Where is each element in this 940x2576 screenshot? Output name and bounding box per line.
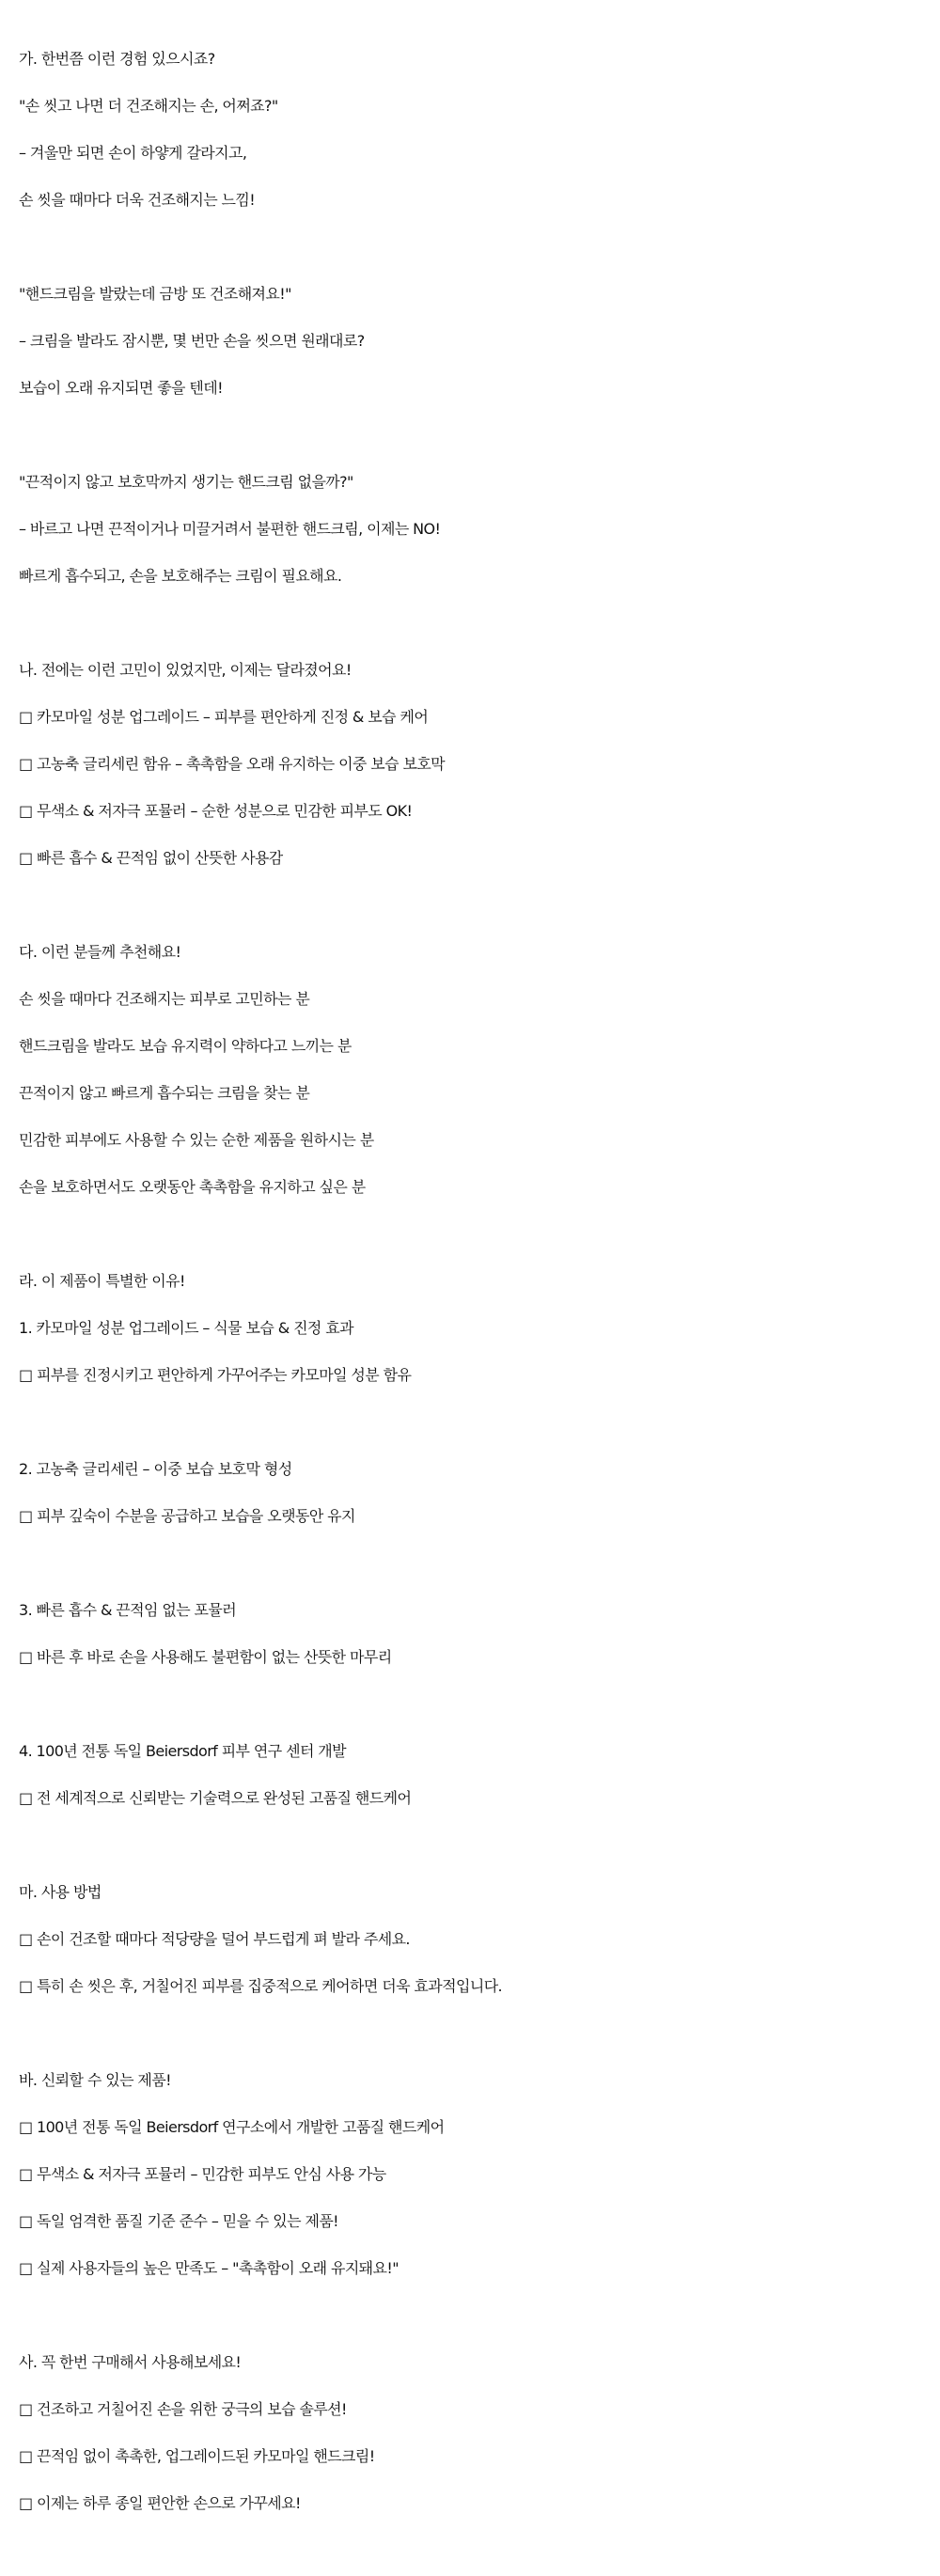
text-line: □ 피부 깊숙이 수분을 공급하고 보습을 오랫동안 유지: [19, 1507, 355, 1525]
section-ga: [19, 36, 940, 647]
text-line: □ 고농축 글리세린 함유 – 촉촉함을 오래 유지하는 이중 보습 보호막: [19, 755, 446, 773]
section-da: [19, 929, 940, 1258]
section-heading: 가. 한번쯤 이런 경험 있으시죠?: [19, 50, 215, 68]
section-heading: 나. 전에는 이런 고민이 있었지만, 이제는 달라졌어요!: [19, 661, 352, 679]
text-line: □ 무색소 & 저자극 포뮬러 – 민감한 피부도 안심 사용 가능: [19, 2165, 386, 2183]
blank-line: [19, 412, 940, 459]
text-line: □ 카모마일 성분 업그레이드 – 피부를 편안하게 진정 & 보습 케어: [19, 708, 429, 726]
section-ba: [19, 2057, 940, 2339]
text-line: □ 피부를 진정시키고 편안하게 가꾸어주는 카모마일 성분 함유: [19, 1366, 412, 1384]
text-line: 1. 카모마일 성분 업그레이드 – 식물 보습 & 진정 효과: [19, 1319, 353, 1337]
text-line: 손을 보호하면서도 오랫동안 촉촉함을 유지하고 싶은 분: [19, 1178, 366, 1196]
text-line: □ 특히 손 씻은 후, 거칠어진 피부를 집중적으로 케어하면 더욱 효과적입니다.: [19, 1977, 503, 1995]
text-line: 빠르게 흡수되고, 손을 보호해주는 크림이 필요해요.: [19, 567, 342, 585]
section-heading: 사. 꼭 한번 구매해서 사용해보세요!: [19, 2353, 242, 2371]
blank-line: [19, 1540, 940, 1587]
text-line: 손 씻을 때마다 더욱 건조해지는 느낌!: [19, 191, 256, 209]
text-line: 핸드크림을 발라도 보습 유지력이 약하다고 느끼는 분: [19, 1037, 352, 1055]
section-heading: 라. 이 제품이 특별한 이유!: [19, 1272, 185, 1290]
blank-line: [19, 224, 940, 271]
text-line: – 바르고 나면 끈적이거나 미끌거려서 불편한 핸드크림, 이제는 NO!: [19, 520, 441, 538]
text-line: □ 100년 전통 독일 Beiersdorf 연구소에서 개발한 고품질 핸드케어: [19, 2118, 445, 2136]
section-heading: 다. 이런 분들께 추천해요!: [19, 943, 181, 961]
section-gap: [19, 2292, 940, 2339]
section-ra: [19, 1258, 940, 1869]
section-heading: 바. 신뢰할 수 있는 제품!: [19, 2071, 171, 2089]
blank-line: [19, 1399, 940, 1446]
section-gap: [19, 600, 940, 647]
section-gap: [19, 1822, 940, 1869]
text-line: □ 무색소 & 저자극 포뮬러 – 순한 성분으로 민감한 피부도 OK!: [19, 802, 413, 820]
section-na: [19, 647, 940, 929]
section-heading: 마. 사용 방법: [19, 1883, 102, 1901]
text-line: 3. 빠른 흡수 & 끈적임 없는 포뮬러: [19, 1601, 237, 1619]
section-gap: [19, 1211, 940, 1258]
text-line: – 겨울만 되면 손이 하얗게 갈라지고,: [19, 144, 247, 162]
text-line: 손 씻을 때마다 건조해지는 피부로 고민하는 분: [19, 990, 310, 1008]
text-line: □ 이제는 하루 종일 편안한 손으로 가꾸세요!: [19, 2494, 301, 2512]
text-line: □ 전 세계적으로 신뢰받는 기술력으로 완성된 고품질 핸드케어: [19, 1789, 412, 1807]
text-line: □ 바른 후 바로 손을 사용해도 불편함이 없는 산뜻한 마무리: [19, 1648, 392, 1666]
text-line: □ 손이 건조할 때마다 적당량을 덜어 부드럽게 펴 발라 주세요.: [19, 1930, 410, 1948]
text-line: 끈적이지 않고 빠르게 흡수되는 크림을 찾는 분: [19, 1084, 310, 1102]
text-line: – 크림을 발라도 잠시뿐, 몇 번만 손을 씻으면 원래대로?: [19, 332, 365, 350]
text-line: 4. 100년 전통 독일 Beiersdorf 피부 연구 센터 개발: [19, 1742, 347, 1760]
text-line: □ 끈적임 없이 촉촉한, 업그레이드된 카모마일 핸드크림!: [19, 2447, 375, 2465]
text-line: 2. 고농축 글리세린 – 이중 보습 보호막 형성: [19, 1460, 292, 1478]
text-line: 민감한 피부에도 사용할 수 있는 순한 제품을 원하시는 분: [19, 1131, 374, 1149]
section-gap: [19, 882, 940, 929]
section-ma: [19, 1869, 940, 2057]
text-line: □ 독일 엄격한 품질 기준 준수 – 믿을 수 있는 제품!: [19, 2212, 338, 2230]
section-gap: [19, 2010, 940, 2057]
text-line: "손 씻고 나면 더 건조해지는 손, 어쩌죠?": [19, 97, 278, 115]
blank-line: [19, 1681, 940, 1728]
text-line: □ 빠른 흡수 & 끈적임 없이 산뜻한 사용감: [19, 849, 283, 867]
section-sa: [19, 2339, 940, 2527]
text-line: "끈적이지 않고 보호막까지 생기는 핸드크림 없을까?": [19, 473, 353, 491]
text-line: "핸드크림을 발랐는데 금방 또 건조해져요!": [19, 285, 291, 303]
text-line: □ 건조하고 거칠어진 손을 위한 궁극의 보습 솔루션!: [19, 2400, 347, 2418]
text-line: □ 실제 사용자들의 높은 만족도 – "촉촉함이 오래 유지돼요!": [19, 2259, 399, 2277]
text-line: 보습이 오래 유지되면 좋을 텐데!: [19, 379, 223, 397]
